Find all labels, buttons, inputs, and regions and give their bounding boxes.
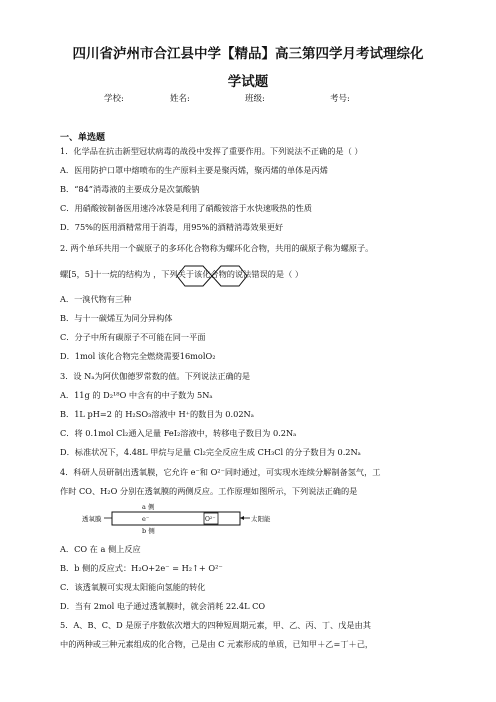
sunlight-label: 太阳能 (251, 515, 271, 523)
q4-option-c: C．该透氧膜可实现太阳能向氢能的转化 (60, 582, 206, 592)
q4-option-b: B．b 侧的反应式：H₂O+2e⁻ = H₂↑+ O²⁻ (60, 563, 223, 573)
q2-option-b: B．与十一碳烯互为同分异构体 (60, 313, 173, 323)
q1-option-b: B．“84”消毒液的主要成分是次氯酸钠 (60, 184, 200, 194)
q3-option-d: D．标准状况下，4.48L 甲烷与足量 Cl₂完全反应生成 CH₃Cl 的分子数目为 0.2Nₐ (60, 447, 361, 457)
q4-option-d: D．当有 2mol 电子通过透氧膜时，就会消耗 22.4L CO (60, 601, 266, 611)
class-field-label: 班级: (245, 94, 265, 104)
page-title-continued: 学试题 (227, 74, 269, 90)
q4-option-a: A．CO 在 a 侧上反应 (60, 544, 141, 554)
school-field-label: 学校: (104, 94, 124, 104)
name-field-label: 姓名: (170, 94, 190, 104)
page-title: 四川省泸州市合江县中学【精品】高三第四学月考试理综化 (72, 46, 424, 62)
oxygen-membrane-diagram (80, 502, 280, 534)
spiro-undecane-structure (176, 265, 248, 287)
b-side-label: b 侧 (142, 527, 155, 534)
number-field-label: 考号: (330, 94, 350, 104)
q1-option-c: C．用硝酸铵制备医用速冷冰袋是利用了硝酸铵溶于水快速吸热的性质 (60, 203, 312, 213)
q3-option-a: A．11g 的 D₂¹⁸O 中含有的中子数为 5Nₐ (60, 390, 213, 400)
question-1-stem: 1．化学品在抗击新型冠状病毒的战役中发挥了重要作用。下列说法不正确的是（ ） (60, 146, 363, 156)
q3-option-b: B．1L pH=2 的 H₂SO₃溶液中 H⁺的数目为 0.02Nₐ (60, 409, 254, 419)
q1-option-d: D．75%的医用酒精常用于消毒，用95%的酒精消毒效果更好 (60, 222, 284, 232)
a-side-label: a 侧 (142, 503, 155, 511)
question-4-stem: 4．科研人员研制出透氧膜，它允许 e⁻和 O²⁻同时通过，可实现水连续分解制备氢气，工 (60, 467, 381, 477)
question-5-stem: 5．A、B、C、D 是原子序数依次增大的四种短周期元素，甲、乙、丙、丁、戊是由其 (60, 620, 371, 630)
q2-option-a: A．一溴代物有三种 (60, 294, 132, 304)
q2-option-d: D．1mol 该化合物完全燃烧需要16molO₂ (60, 351, 216, 361)
question-3-stem: 3．设 Nₐ为阿伏伽德罗常数的值。下列说法正确的是 (60, 371, 251, 381)
question-2-stem-continued: 螺[5，5]十一烷的结构为 ，下列关于该化合物的说法错误的是（ ） (60, 269, 304, 279)
electron-label: e⁻ (142, 515, 150, 523)
question-5-stem-continued: 中的两种或三种元素组成的化合物，己是由 C 元素形成的单质，已知甲＋乙=丁＋己， (60, 639, 374, 649)
section-heading: 一、单选题 (60, 133, 106, 143)
q2-option-c: C．分子中所有碳原子不可能在同一平面 (60, 332, 206, 342)
membrane-label: 透氧膜 (82, 515, 102, 523)
q1-option-a: A．医用防护口罩中熔喷布的生产原料主要是聚丙烯，聚丙烯的单体是丙烯 (60, 165, 328, 175)
oxide-ion-label: O²⁻ (205, 516, 216, 523)
question-4-stem-continued: 作时 CO、H₂O 分别在透氧膜的两侧反应。工作原理如图所示，下列说法正确的是 (60, 486, 358, 496)
question-2-stem: 2. 两个单环共用一个碳原子的多环化合物称为螺环化合物，共用的碳原子称为螺原子。 (60, 243, 374, 253)
q3-option-c: C．将 0.1mol Cl₂通入足量 FeI₂溶液中，转移电子数目为 0.2Nₐ (60, 428, 297, 438)
